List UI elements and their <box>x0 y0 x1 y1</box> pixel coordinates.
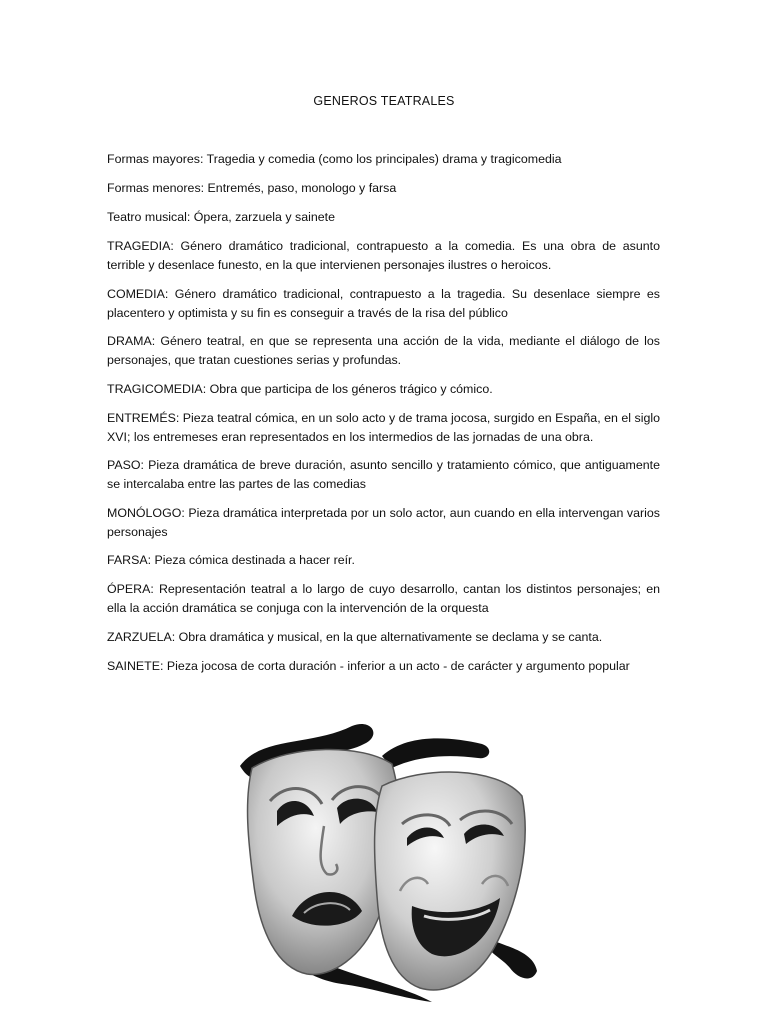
definition: Pieza teatral cómica, en un solo acto y de trama jocosa, surgido en España, en el siglo XVI; los entremeses eran representados en los intermedios de las jornadas de una obra. <box>107 410 660 444</box>
paragraph-formas-menores <box>107 179 660 198</box>
definition: Género dramático tradicional, contrapuesto a la comedia. Es una obra de asunto terrible y desenlace funesto, en la que intervienen personajes ilustres o heroicos. <box>107 239 660 272</box>
paragraph-entremes <box>107 409 660 447</box>
term: Formas mayores: <box>107 152 204 166</box>
paragraph-paso <box>107 456 660 494</box>
definition: Entremés, paso, monologo y farsa <box>204 181 397 195</box>
definition: Representación teatral a lo largo de cuyo desarrollo, cantan los distintos personajes; en ella la acción dramática se conjuga con la intervención de la orquesta <box>107 582 660 615</box>
paragraph-tragicomedia <box>107 380 660 399</box>
paragraph-comedia <box>107 285 660 323</box>
document-title: GENEROS TEATRALES <box>313 94 455 108</box>
document-body <box>107 150 660 686</box>
term: ZARZUELA: <box>107 629 176 644</box>
definition: Obra que participa de los géneros trágico y cómico. <box>206 381 493 396</box>
term: COMEDIA: <box>107 286 169 301</box>
ribbon-right-top <box>382 738 489 768</box>
definition: Pieza dramática de breve duración, asunto sencillo y tratamiento cómico, que antiguamente se intercalaba entre las partes de las comedias <box>107 458 660 491</box>
definition: Obra dramática y musical, en la que alternativamente se declama y se canta. <box>175 629 603 644</box>
term: DRAMA: <box>107 334 156 348</box>
term: TRAGICOMEDIA: <box>107 381 207 396</box>
term: ÓPERA: <box>107 582 154 596</box>
paragraph-monologo <box>107 504 660 542</box>
term: MONÓLOGO: <box>107 505 185 520</box>
definition: Género dramático tradicional, contrapuesto a la tragedia. Su desenlace siempre es placentero y optimista y su fin es conseguir a través de la risa del público <box>107 286 660 320</box>
definition: Tragedia y comedia (como los principales) drama y tragicomedia <box>203 152 562 166</box>
paragraph-sainete <box>107 657 660 676</box>
paragraph-formas-mayores <box>107 150 660 169</box>
definition: Ópera, zarzuela y sainete <box>190 210 335 224</box>
paragraph-teatro-musical <box>107 208 660 227</box>
definition: Pieza jocosa de corta duración - inferior a un acto - de carácter y argumento popular <box>163 658 630 673</box>
term: Teatro musical: <box>107 210 191 224</box>
paragraph-zarzuela <box>107 628 660 647</box>
term: Formas menores: <box>107 181 205 195</box>
paragraph-tragedia <box>107 237 660 275</box>
paragraph-drama <box>107 332 660 370</box>
theatre-masks-icon <box>232 716 540 1006</box>
term: FARSA: <box>107 553 152 567</box>
term: SAINETE: <box>107 658 164 673</box>
term: PASO: <box>107 458 144 472</box>
term: ENTREMÉS: <box>107 410 180 425</box>
term: TRAGEDIA: <box>107 239 174 253</box>
definition: Pieza dramática interpretada por un solo actor, aun cuando en ella intervengan varios personajes <box>107 505 660 539</box>
paragraph-farsa <box>107 551 660 570</box>
definition: Pieza cómica destinada a hacer reír. <box>151 553 355 567</box>
paragraph-opera <box>107 580 660 618</box>
definition: Género teatral, en que se representa una acción de la vida, mediante el diálogo de los personajes, que tratan cuestiones serias y profundas. <box>107 334 660 367</box>
